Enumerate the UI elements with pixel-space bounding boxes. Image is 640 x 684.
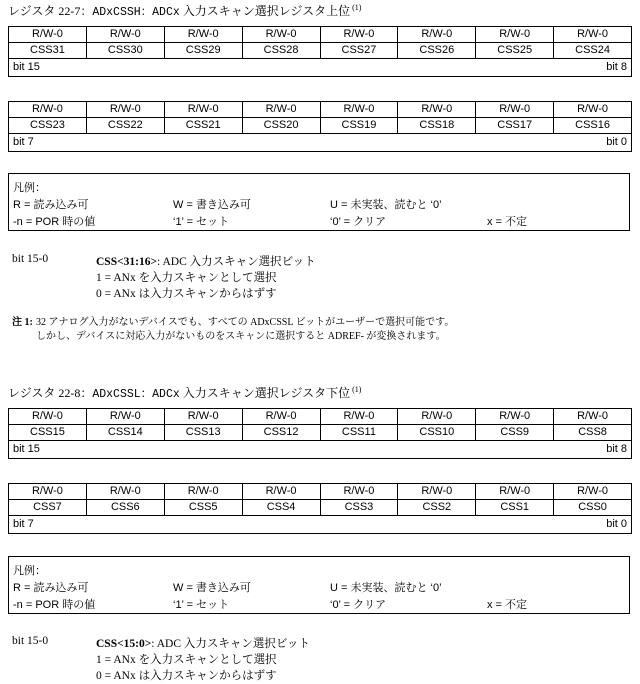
bit-range-right: bit 8 — [606, 61, 627, 73]
bit-cell: CSS4 — [242, 500, 320, 516]
bit-description-title — [96, 253, 316, 269]
bit-cell: CSS8 — [554, 425, 632, 441]
bit-cell: CSS3 — [320, 500, 398, 516]
bit-range-left: bit 15 — [13, 443, 40, 455]
register-22-8-low-byte — [8, 483, 632, 534]
legend-unknown: x = 不定 — [487, 216, 528, 228]
bit-cell: CSS26 — [398, 43, 476, 59]
bit-cell: CSS12 — [242, 425, 320, 441]
access-cell: R/W-0 — [320, 27, 398, 43]
bit-field-name: CSS<31:16> — [96, 256, 158, 268]
bit-cell: CSS1 — [476, 500, 554, 516]
bit-value-0: 0 = ANx は入力スキャンからはずす — [96, 670, 277, 682]
bit-range-right: bit 8 — [606, 443, 627, 455]
footnote-number: 注 1: — [12, 317, 33, 328]
bit-cell: CSS17 — [476, 118, 554, 134]
access-cell: R/W-0 — [476, 409, 554, 425]
bit-cell: CSS23 — [9, 118, 87, 134]
bit-range-left: bit 15 — [13, 61, 40, 73]
bit-cell: CSS25 — [476, 43, 554, 59]
bit-cell: CSS5 — [164, 500, 242, 516]
footnote-line-2: しかし、デバイスに対応入力がないものをスキャンに選択すると ADREF- が変換されます。 — [36, 331, 446, 342]
legend-por: -n = POR 時の値 — [13, 216, 96, 228]
access-cell: R/W-0 — [164, 102, 242, 118]
access-cell: R/W-0 — [242, 409, 320, 425]
legend-heading: 凡例： — [13, 182, 46, 194]
bit-cell: CSS14 — [86, 425, 164, 441]
register-22-7-title — [8, 2, 361, 19]
access-cell: R/W-0 — [9, 102, 87, 118]
access-cell: R/W-0 — [476, 27, 554, 43]
bit-range-right: bit 0 — [606, 518, 627, 530]
title-code: ADxCSSH：ADCx — [92, 6, 180, 19]
access-cell: R/W-0 — [320, 409, 398, 425]
access-cell: R/W-0 — [554, 27, 632, 43]
access-cell: R/W-0 — [398, 102, 476, 118]
legend-read: R = 読み込み可 — [13, 582, 89, 594]
bit-field-name: CSS<15:0> — [96, 638, 152, 650]
title-suffix: 入力スキャン選択レジスタ下位 — [182, 386, 351, 400]
bit-description-range: bit 15-0 — [12, 253, 49, 265]
legend-write: W = 書き込み可 — [173, 199, 251, 211]
register-22-7-legend — [8, 173, 630, 231]
bit-range-row — [9, 134, 632, 152]
register-22-8-high-byte — [8, 408, 632, 459]
access-cell: R/W-0 — [86, 409, 164, 425]
title-prefix: レジスタ 22-8： — [8, 386, 93, 400]
bit-range-row — [9, 516, 632, 534]
bit-cell: CSS10 — [398, 425, 476, 441]
bit-value-0: 0 = ANx は入力スキャンからはずす — [96, 288, 277, 300]
bit-cell: CSS9 — [476, 425, 554, 441]
bit-cell: CSS20 — [242, 118, 320, 134]
bit-cell: CSS7 — [9, 500, 87, 516]
bit-cell: CSS21 — [164, 118, 242, 134]
register-22-7-low-byte — [8, 101, 632, 152]
bit-field-desc: : ADC 入力スキャン選択ビット — [151, 638, 310, 650]
register-22-8-legend — [8, 556, 630, 614]
bit-field-desc: : ADC 入力スキャン選択ビット — [157, 256, 316, 268]
bit-cell: CSS15 — [9, 425, 87, 441]
bit-cell: CSS27 — [320, 43, 398, 59]
access-cell: R/W-0 — [86, 484, 164, 500]
bit-cell: CSS31 — [9, 43, 87, 59]
legend-unknown: x = 不定 — [487, 599, 528, 611]
bit-cell: CSS30 — [86, 43, 164, 59]
access-cell: R/W-0 — [9, 27, 87, 43]
bit-range-row — [9, 59, 632, 77]
bit-cell: CSS28 — [242, 43, 320, 59]
legend-clear: ‘0’ = クリア — [330, 599, 387, 611]
access-cell: R/W-0 — [398, 27, 476, 43]
title-code: ADxCSSL：ADCx — [92, 388, 180, 401]
bit-cell: CSS24 — [554, 43, 632, 59]
title-prefix: レジスタ 22-7： — [8, 4, 93, 18]
bit-cell: CSS16 — [554, 118, 632, 134]
bit-cell: CSS19 — [320, 118, 398, 134]
bit-cell: CSS6 — [86, 500, 164, 516]
legend-por: -n = POR 時の値 — [13, 599, 96, 611]
bit-cell: CSS29 — [164, 43, 242, 59]
bit-description-range: bit 15-0 — [12, 635, 49, 647]
access-cell: R/W-0 — [554, 409, 632, 425]
title-suffix: 入力スキャン選択レジスタ上位 — [182, 4, 351, 18]
access-cell: R/W-0 — [9, 484, 87, 500]
access-cell: R/W-0 — [476, 102, 554, 118]
access-cell: R/W-0 — [164, 409, 242, 425]
bit-range-left: bit 7 — [13, 136, 34, 148]
access-cell: R/W-0 — [476, 484, 554, 500]
bit-cell: CSS18 — [398, 118, 476, 134]
bit-cell: CSS2 — [398, 500, 476, 516]
access-cell: R/W-0 — [398, 409, 476, 425]
access-cell: R/W-0 — [86, 27, 164, 43]
bit-cell: CSS22 — [86, 118, 164, 134]
register-22-7-high-byte — [8, 26, 632, 77]
legend-set: ‘1’ = セット — [173, 599, 230, 611]
footnote-line-1: 32 アナログ入力がないデバイスでも、すべての ADxCSSL ビットがユーザーで選択可能です。 — [36, 317, 455, 328]
access-cell: R/W-0 — [242, 27, 320, 43]
legend-unimplemented: U = 未実装、読むと ‘0’ — [330, 199, 442, 211]
legend-unimplemented: U = 未実装、読むと ‘0’ — [330, 582, 442, 594]
bit-range-row — [9, 441, 632, 459]
access-cell: R/W-0 — [554, 102, 632, 118]
access-cell: R/W-0 — [242, 484, 320, 500]
legend-write: W = 書き込み可 — [173, 582, 251, 594]
access-cell: R/W-0 — [164, 27, 242, 43]
bit-range-right: bit 0 — [606, 136, 627, 148]
access-cell: R/W-0 — [86, 102, 164, 118]
access-cell: R/W-0 — [242, 102, 320, 118]
access-cell: R/W-0 — [9, 409, 87, 425]
bit-description-title — [96, 635, 310, 651]
bit-range-left: bit 7 — [13, 518, 34, 530]
access-cell: R/W-0 — [398, 484, 476, 500]
access-cell: R/W-0 — [164, 484, 242, 500]
legend-read: R = 読み込み可 — [13, 199, 89, 211]
bit-cell: CSS13 — [164, 425, 242, 441]
access-cell: R/W-0 — [554, 484, 632, 500]
footnote-label — [12, 313, 33, 328]
register-22-8-title — [8, 384, 361, 401]
bit-value-1: 1 = ANx を入力スキャンとして選択 — [96, 272, 277, 284]
bit-cell: CSS11 — [320, 425, 398, 441]
legend-clear: ‘0’ = クリア — [330, 216, 387, 228]
legend-heading: 凡例： — [13, 565, 46, 577]
bit-cell: CSS0 — [554, 500, 632, 516]
legend-set: ‘1’ = セット — [173, 216, 230, 228]
access-cell: R/W-0 — [320, 102, 398, 118]
title-note-ref: (1) — [352, 3, 362, 12]
access-cell: R/W-0 — [320, 484, 398, 500]
title-note-ref: (1) — [352, 385, 362, 394]
bit-value-1: 1 = ANx を入力スキャンとして選択 — [96, 654, 277, 666]
